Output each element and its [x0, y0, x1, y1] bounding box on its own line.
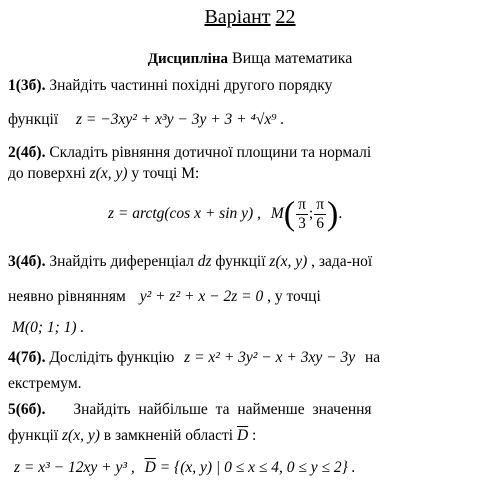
task5-formula: z = x³ − 12xy + y³ , — [14, 459, 135, 476]
task1-line1 — [8, 76, 500, 96]
task3-e: , зада-ної — [311, 253, 373, 270]
task1-prefix: функції — [8, 111, 59, 128]
task2-frac2 — [314, 196, 326, 233]
task4-line1 — [8, 348, 500, 368]
task3-line2 — [8, 287, 500, 307]
task3-point: M(0; 1; 1) . — [12, 319, 85, 336]
task4-formula: z = x² + 3y² − x + 3xy − 3y — [184, 349, 356, 366]
dot: . — [338, 205, 343, 223]
task4-b: на — [364, 349, 381, 366]
paren-open: ( — [283, 195, 296, 233]
task2-line1 — [8, 143, 500, 163]
task5-region-sym: $\overline{D}$ — [236, 427, 249, 444]
task5-line2 — [8, 426, 500, 446]
task4-line2 — [8, 374, 500, 394]
task2-number: 2(4б). — [8, 144, 46, 161]
task3-text3: , у точці — [267, 288, 321, 305]
task2-func: z(x, y) — [89, 165, 128, 182]
task3-equation: y² + z² + x − 2z = 0 — [139, 288, 264, 305]
task5-text: Знайдіть найбільше та найменше значення — [73, 401, 372, 418]
variant-label: Варіант — [204, 6, 271, 28]
task5-number: 5(6б). — [8, 401, 46, 418]
task3-text2: неявно рівнянням — [8, 288, 126, 305]
task2-point-label: M — [270, 205, 284, 223]
task5-e: : — [252, 427, 257, 444]
task2-text: Складіть рівняння дотичної площини та нормалі — [49, 144, 372, 161]
task2-text3: у точці M: — [131, 165, 200, 182]
frac2-den: 6 — [316, 215, 324, 232]
task5-c: в замкненій області — [103, 427, 234, 444]
frac1-num: π — [298, 196, 306, 213]
variant-number: 22 — [275, 6, 296, 28]
paren-close: ) — [327, 195, 339, 233]
task2-formula: z = arctg(cos x + sin y) , — [108, 205, 261, 223]
task2-formula-line — [108, 196, 500, 233]
task3-func: z(x, y) — [269, 253, 308, 270]
task2-text2: до поверхні — [8, 165, 86, 182]
task1-text: Знайдіть частинні похідні другого порядку — [49, 77, 333, 94]
task5-region: = {(x, y) | 0 ≤ x ≤ 4, 0 ≤ y ≤ 2} . — [159, 459, 356, 476]
task5-line1 — [8, 400, 500, 420]
task1-number: 1(3б). — [8, 77, 46, 94]
task4-number: 4(7б). — [8, 349, 46, 366]
task5-a: функції — [8, 427, 59, 444]
task3-a: Знайдіть диференціал — [49, 253, 194, 270]
frac2-num: π — [316, 196, 325, 213]
task5-func: z(x, y) — [62, 427, 100, 444]
discipline-line — [0, 50, 500, 68]
semicolon: ; — [308, 205, 314, 223]
task4-a: Дослідіть функцію — [49, 349, 175, 366]
task5-formula-line — [14, 458, 500, 478]
variant-title — [0, 6, 500, 29]
task2-frac1 — [296, 196, 308, 233]
task5-region-label: $\overline{D}$ — [144, 459, 156, 476]
task3-number: 3(4б). — [8, 253, 46, 270]
task2-line2 — [8, 164, 500, 184]
task1-formula: z = −3xy² + x³y − 3y + 3 + ⁴√x⁹ . — [76, 111, 285, 128]
task3-c: функції — [215, 253, 266, 270]
frac1-den: 3 — [298, 215, 306, 232]
task3-line1 — [8, 252, 500, 272]
task3-point-line — [12, 318, 500, 338]
task3-dz: dz — [197, 253, 212, 270]
discipline-name: Вища математика — [231, 50, 353, 67]
discipline-label: Дисципліна — [147, 51, 228, 67]
task4-text2: екстремум. — [8, 375, 82, 392]
task1-line2 — [8, 110, 500, 130]
